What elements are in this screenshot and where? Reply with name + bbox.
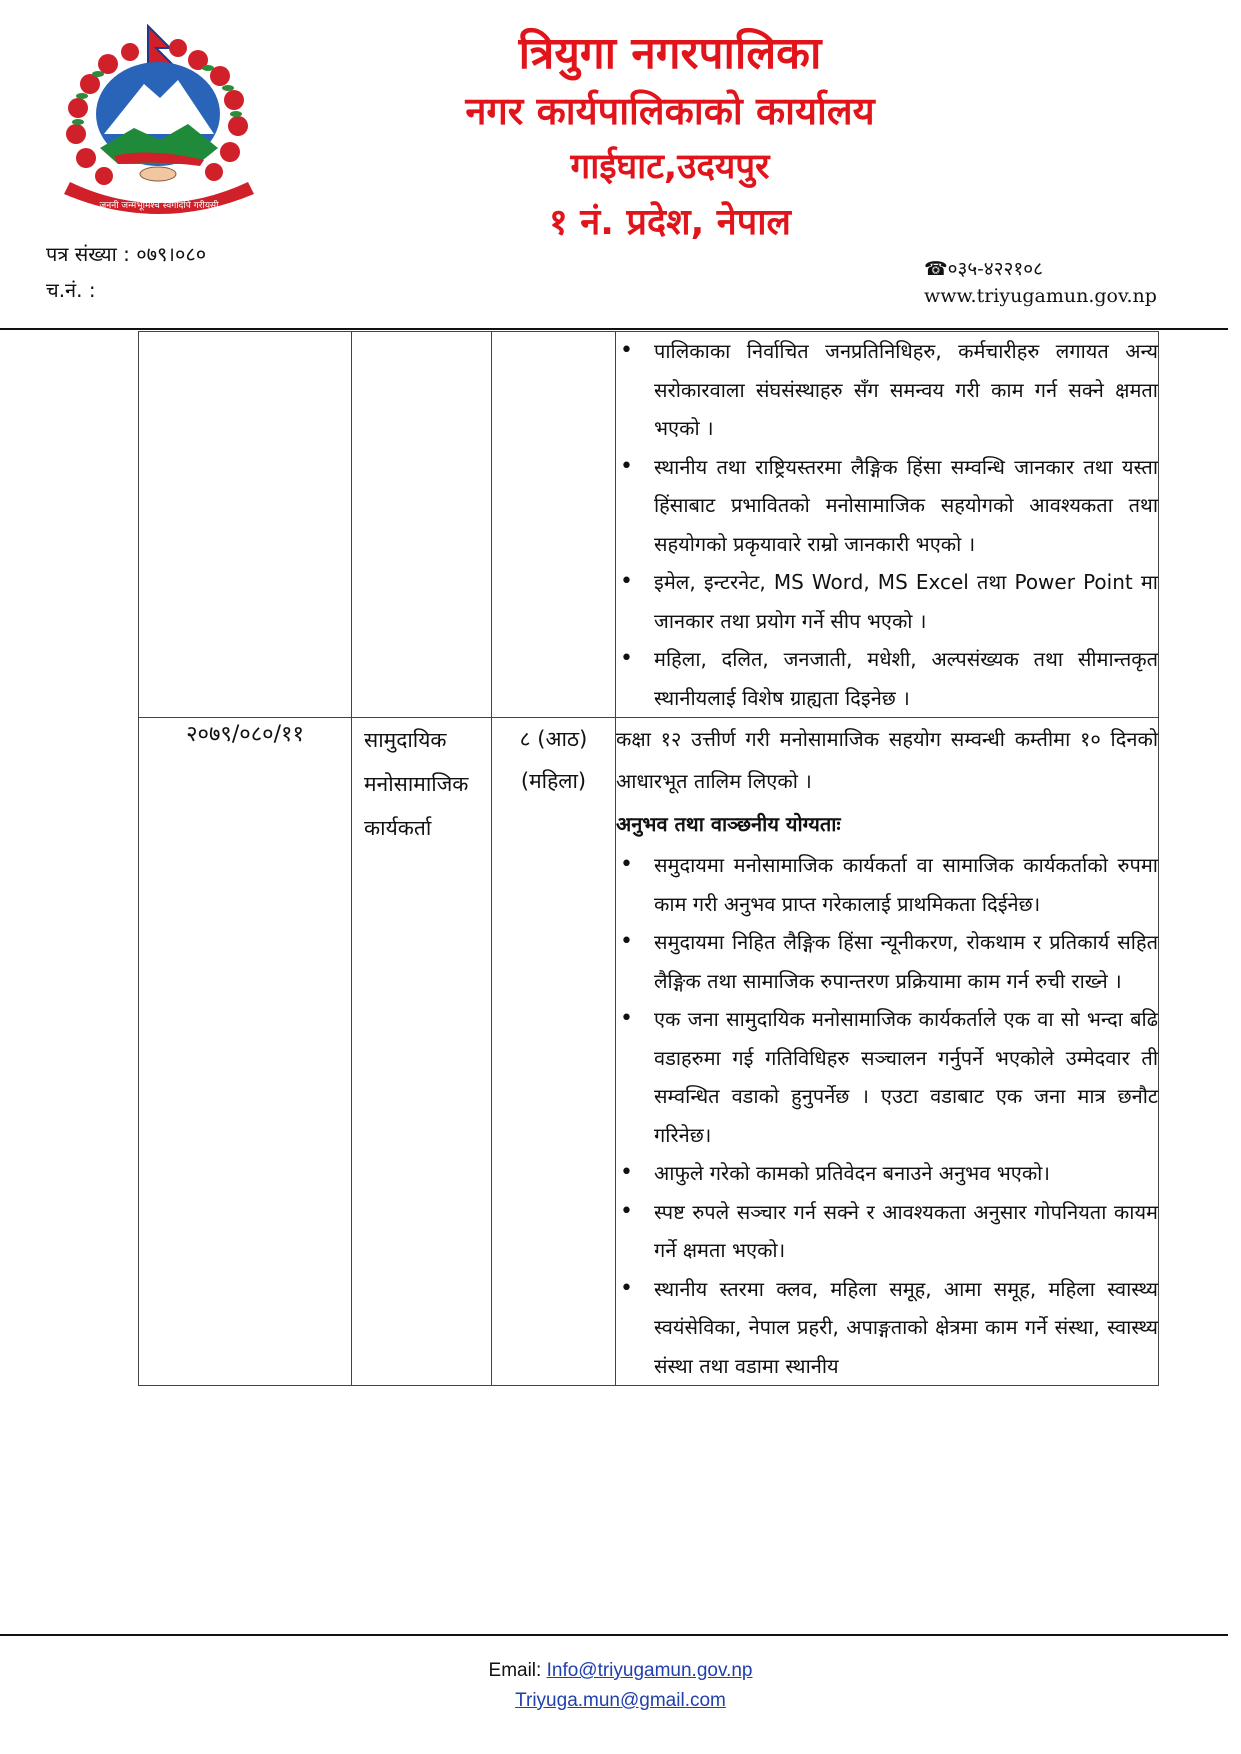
dispatch-number: च.नं. : bbox=[46, 278, 96, 302]
office-name: नगर कार्यपालिकाको कार्यालय bbox=[465, 89, 875, 133]
vacancy-date: २०७९/०८०/११ bbox=[186, 722, 304, 747]
letterhead-title bbox=[400, 26, 940, 252]
list-item: • एक जना सामुदायिक मनोसामाजिक कार्यकर्ताले एक वा सो भन्दा बढि वडाहरुमा गई गतिविधिहरु सञ्चालन गर्नुपर्ने भएकोले उम्मेदवार ती सम्वन्धित वडाको हुनुपर्नेछ । एउटा वडाबाट एक जना मात्र छनौट गरिनेछ। bbox=[616, 1000, 1158, 1154]
list-item: • इमेल, इन्टरनेट, MS Word, MS Excel तथा Power Point मा जानकार तथा प्रयोग गर्ने सीप भएको । bbox=[616, 563, 1158, 640]
qualification-cell bbox=[616, 332, 1159, 718]
experience-heading: अनुभव तथा वाञ्छनीय योग्यताः bbox=[616, 812, 841, 836]
website-url[interactable]: www.triyugamun.gov.np bbox=[924, 285, 1157, 307]
count-cell bbox=[492, 718, 616, 1386]
email-link-info[interactable]: Info@triyugamun.gov.np bbox=[546, 1660, 753, 1681]
table-row bbox=[139, 718, 1159, 1386]
qualification-cell bbox=[616, 718, 1159, 1386]
list-item: • स्थानीय तथा राष्ट्रियस्तरमा लैङ्गिक हिंसा सम्वन्धि जानकार तथा यस्ता हिंसाबाट प्रभावितको मनोसामाजिक सहयोगको आवश्यकता तथा सहयोगको प्रकृयावारे राम्रो जानकारी भएको । bbox=[616, 448, 1158, 564]
list-item: • महिला, दलित, जनजाती, मधेशी, अल्पसंख्यक तथा सीमान्तकृत स्थानीयलाई विशेष ग्राह्यता दिइनेछ । bbox=[616, 640, 1158, 717]
position-cell bbox=[352, 718, 492, 1386]
position-line: कार्यकर्ता bbox=[364, 816, 432, 840]
province-line: १ नं. प्रदेश, नेपाल bbox=[549, 202, 791, 243]
position-line: सामुदायिक bbox=[364, 728, 447, 752]
phone-line bbox=[924, 255, 1043, 281]
svg-text:जननी जन्मभूमिश्च स्वर्गादपि गर: जननी जन्मभूमिश्च स्वर्गादपि गरीयसी bbox=[99, 201, 219, 211]
table-row bbox=[139, 332, 1159, 718]
phone-icon: ☎ bbox=[924, 258, 948, 280]
letter-number: पत्र संख्या : ०७९।०८० bbox=[46, 242, 207, 266]
count-cell bbox=[492, 332, 616, 718]
list-item: • आफुले गरेको कामको प्रतिवेदन बनाउने अनुभव भएको। bbox=[616, 1154, 1158, 1193]
list-item: • समुदायमा मनोसामाजिक कार्यकर्ता वा सामाजिक कार्यकर्ताको रुपमा काम गरी अनुभव प्राप्त गरेकालाई प्राथमिकता दिईनेछ। bbox=[616, 846, 1158, 923]
minimum-qualification: कक्षा १२ उत्तीर्ण गरी मनोसामाजिक सहयोग सम्वन्धी कम्तीमा १० दिनको आधारभूत तालिम लिएको । bbox=[616, 727, 1158, 793]
municipality-name: त्रियुगा नगरपालिका bbox=[518, 28, 822, 79]
date-cell bbox=[139, 332, 352, 718]
list-item: • समुदायमा निहित लैङ्गिक हिंसा न्यूनीकरण, रोकथाम र प्रतिकार्य सहित लैङ्गिक तथा सामाजिक रुपान्तरण प्रक्रियामा काम गर्न रुची राख्ने । bbox=[616, 923, 1158, 1000]
footer-divider bbox=[0, 1634, 1228, 1636]
qualification-list bbox=[616, 332, 1158, 717]
email-label: Email: bbox=[488, 1660, 542, 1681]
footer bbox=[0, 1656, 1241, 1716]
date-cell bbox=[139, 718, 352, 1386]
qualification-list bbox=[616, 846, 1158, 1385]
office-address: गाईघाट,उदयपुर bbox=[570, 147, 770, 187]
position-line: मनोसामाजिक bbox=[364, 772, 469, 796]
list-item: • स्थानीय स्तरमा क्लव, महिला समूह, आमा समूह, महिला स्वास्थ्य स्वयंसेविका, नेपाल प्रहरी, अपाङ्गताको क्षेत्रमा काम गर्ने संस्था, स्वास्थ्य संस्था तथा वडामा स्थानीय bbox=[616, 1270, 1158, 1386]
post-count: ८ (आठ) bbox=[519, 727, 588, 751]
list-item: • स्पष्ट रुपले सञ्चार गर्न सक्ने र आवश्यकता अनुसार गोपनियता कायम गर्ने क्षमता भएको। bbox=[616, 1193, 1158, 1270]
phone-number: ०३५-४२२१०८ bbox=[947, 258, 1044, 280]
vacancy-table bbox=[138, 331, 1159, 1386]
header-divider bbox=[0, 328, 1228, 330]
email-link-gmail[interactable]: Triyuga.mun@gmail.com bbox=[515, 1690, 726, 1711]
list-item: • पालिकाका निर्वाचित जनप्रतिनिधिहरु, कर्मचारीहरु लगायत अन्य सरोकारवाला संघसंस्थाहरु सँग समन्वय गरी काम गर्न सक्ने क्षमता भएको । bbox=[616, 332, 1158, 448]
post-gender: (महिला) bbox=[520, 769, 587, 793]
position-cell bbox=[352, 332, 492, 718]
nepal-emblem-logo bbox=[48, 24, 270, 222]
